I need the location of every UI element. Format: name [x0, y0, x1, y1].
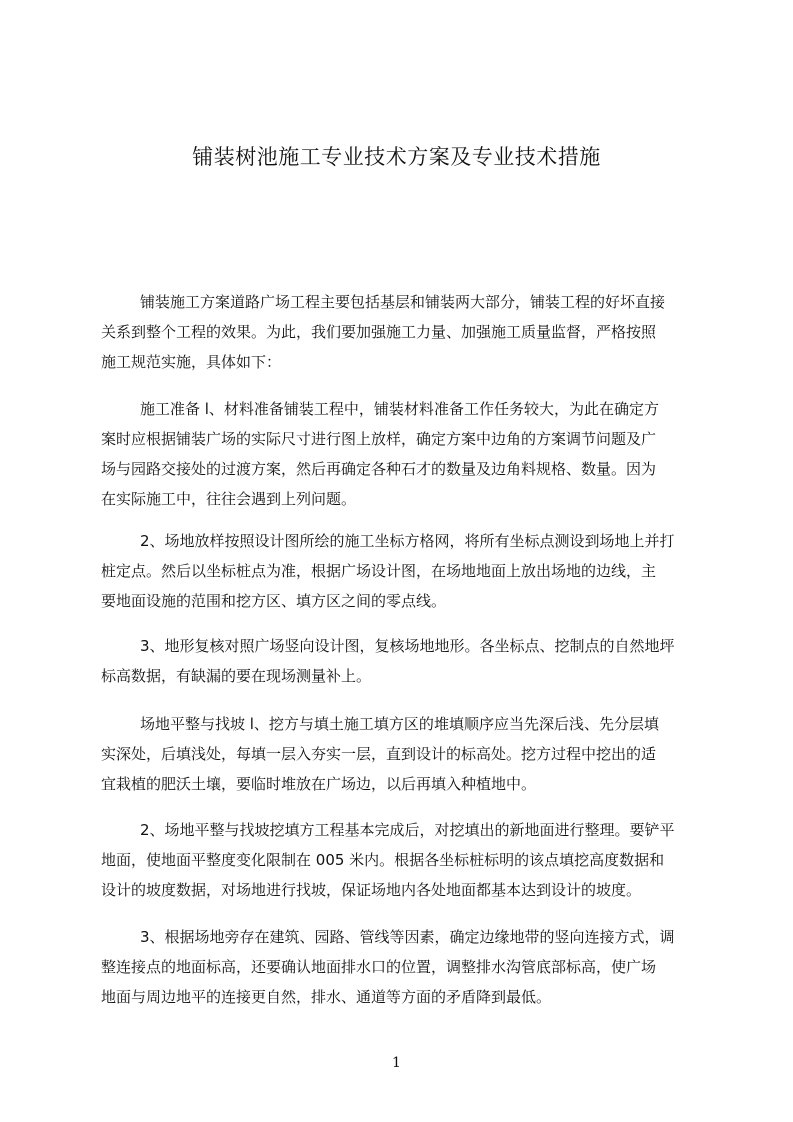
paragraph — [101, 709, 711, 799]
paragraph-line: 设计的坡度数据，对场地进行找坡，保证场地内各处地面都基本达到设计的坡度。 — [101, 881, 642, 899]
paragraph-line: 实深处，后填浅处，每填一层入夯实一层，直到设计的标高处。挖方过程中挖出的适 — [101, 745, 657, 763]
paragraph-line: 场与园路交接处的过渡方案，然后再确定各种石才的数量及边角料规格、数量。因为 — [101, 460, 657, 478]
paragraph-line: 在实际施工中，往往会遇到上列问题。 — [101, 490, 357, 508]
paragraph — [101, 922, 711, 1012]
paragraph — [101, 526, 711, 616]
paragraph-line: 铺装施工方案道路广场工程主要包括基层和铺装两大部分，铺装工程的好坏直接 — [140, 293, 666, 311]
paragraph-line: 场地平整与找坡 l、挖方与填土施工填方区的堆填顺序应当先深后浅、先分层填 — [140, 715, 659, 733]
paragraph — [101, 394, 711, 514]
paragraph-line: 3、根据场地旁存在建筑、园路、管线等因素，确定边缘地带的竖向连接方式，调 — [140, 928, 675, 946]
paragraph-line: 案时应根据铺装广场的实际尺寸进行图上放样，确定方案中边角的方案调节问题及广 — [101, 430, 657, 448]
paragraph — [101, 287, 711, 377]
paragraph-line: 要地面设施的范围和挖方区、填方区之间的零点线。 — [101, 592, 447, 610]
paragraph-line: 标高数据，有缺漏的要在现场测量补上。 — [101, 667, 372, 685]
paragraph-line: 地面，使地面平整度变化限制在 005 米内。根据各坐标桩标明的该点填挖高度数据和 — [101, 851, 665, 869]
paragraph-line: 2、场地平整与找坡挖填方工程基本完成后，对挖填出的新地面进行整理。要铲平 — [140, 821, 675, 839]
paragraph-line: 施工准备 l、材料准备铺装工程中，铺装材料准备工作任务较大，为此在确定方 — [140, 400, 659, 418]
paragraph-line: 桩定点。然后以坐标桩点为准，根据广场设计图，在场地地面上放出场地的边线，主 — [101, 562, 657, 580]
paragraph-line: 整连接点的地面标高，还要确认地面排水口的位置，调整排水沟管底部标高，使广场 — [101, 958, 657, 976]
paragraph-line: 关系到整个工程的效果。为此，我们要加强施工力量、加强施工质量监督，严格按照 — [101, 323, 657, 341]
paragraph-line: 2、场地放样按照设计图所绘的施工坐标方格网，将所有坐标点测设到场地上并打 — [140, 532, 675, 550]
paragraph-line: 3、地形复核对照广场竖向设计图，复核场地地形。各坐标点、挖制点的自然地坪 — [140, 637, 675, 655]
document-title: 铺装树池施工专业技术方案及专业技术措施 — [192, 145, 601, 169]
paragraph-line: 地面与周边地平的连接更自然，排水、通道等方面的矛盾降到最低。 — [101, 988, 552, 1006]
page-number: 1 — [392, 1055, 401, 1071]
paragraph — [101, 815, 711, 905]
paragraph-line: 施工规范实施，具体如下： — [101, 353, 282, 371]
paragraph — [101, 631, 711, 691]
paragraph-line: 宜栽植的肥沃土壤，要临时堆放在广场边，以后再填入种植地中。 — [101, 775, 537, 793]
